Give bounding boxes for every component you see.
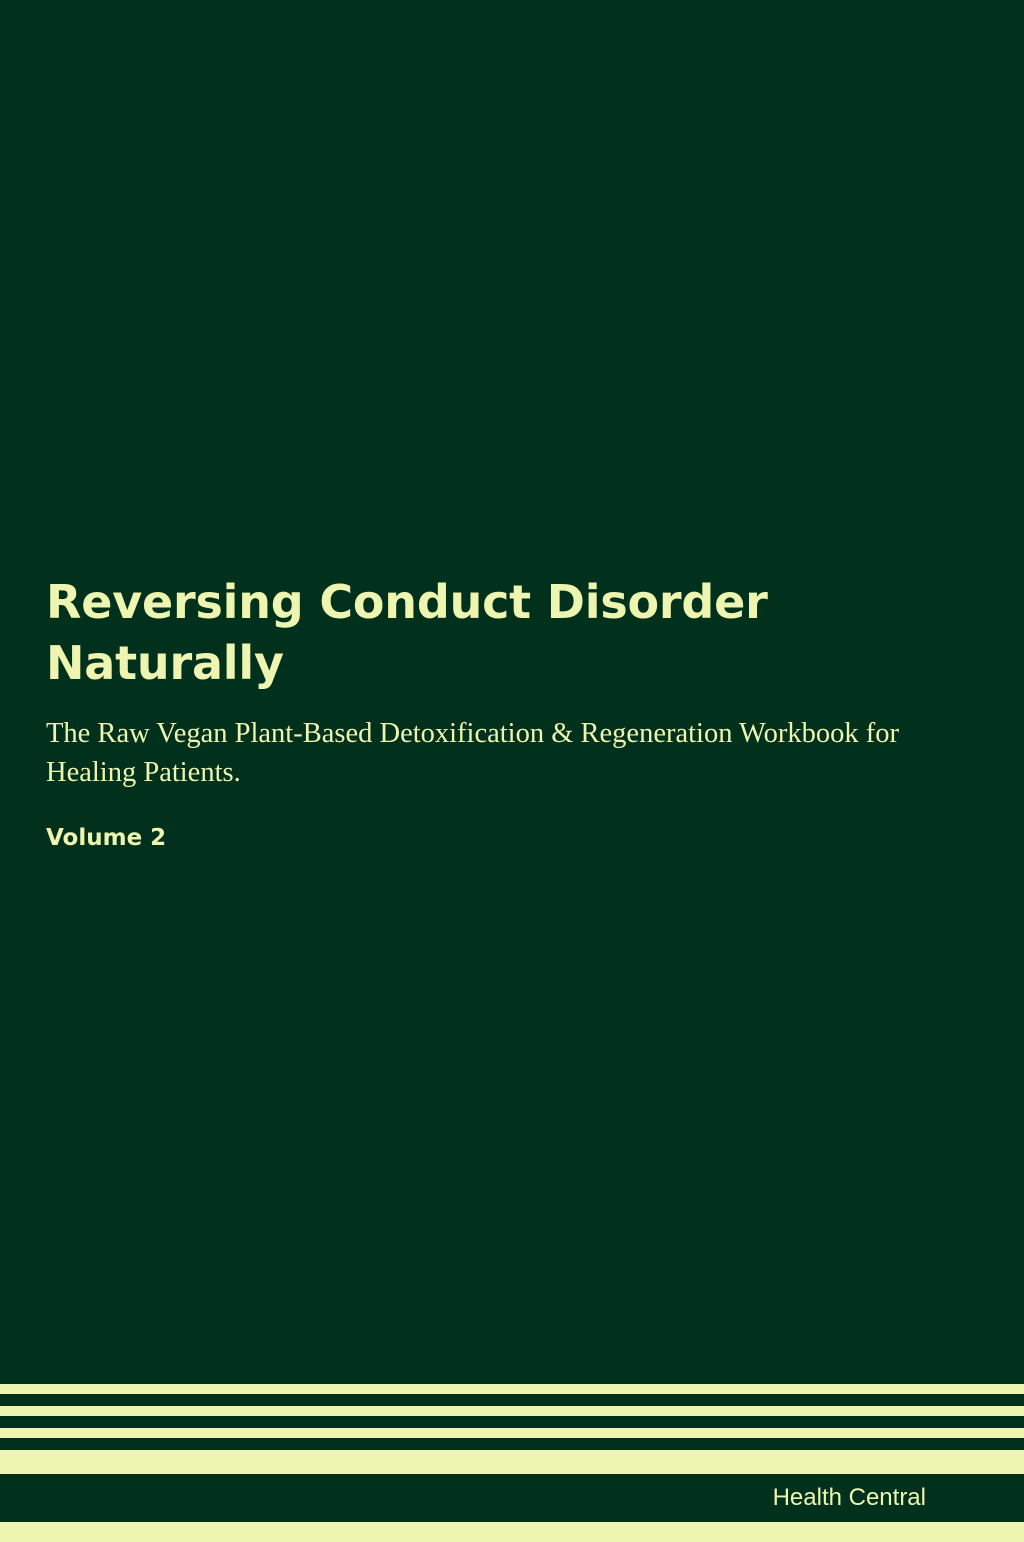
stripe-light-wide	[0, 1450, 1024, 1474]
cover-subtitle: The Raw Vegan Plant-Based Detoxification & Regeneration Workbook for Healing Patients.	[46, 718, 900, 788]
cover-title-block	[46, 572, 946, 851]
stripe-light-1	[0, 1384, 1024, 1394]
cover-volume-label: Volume 2	[46, 825, 167, 852]
stripe-dark-2	[0, 1416, 1024, 1428]
stripe-light-2	[0, 1406, 1024, 1416]
cover-stripe-band	[0, 1384, 1024, 1542]
stripe-dark-3	[0, 1438, 1024, 1450]
publisher-name: Health Central	[772, 1484, 926, 1511]
stripe-light-3	[0, 1428, 1024, 1438]
stripe-dark-1	[0, 1394, 1024, 1406]
stripe-light-bottom	[0, 1522, 1024, 1542]
page-title: Reversing Conduct Disorder Naturally	[46, 575, 768, 690]
